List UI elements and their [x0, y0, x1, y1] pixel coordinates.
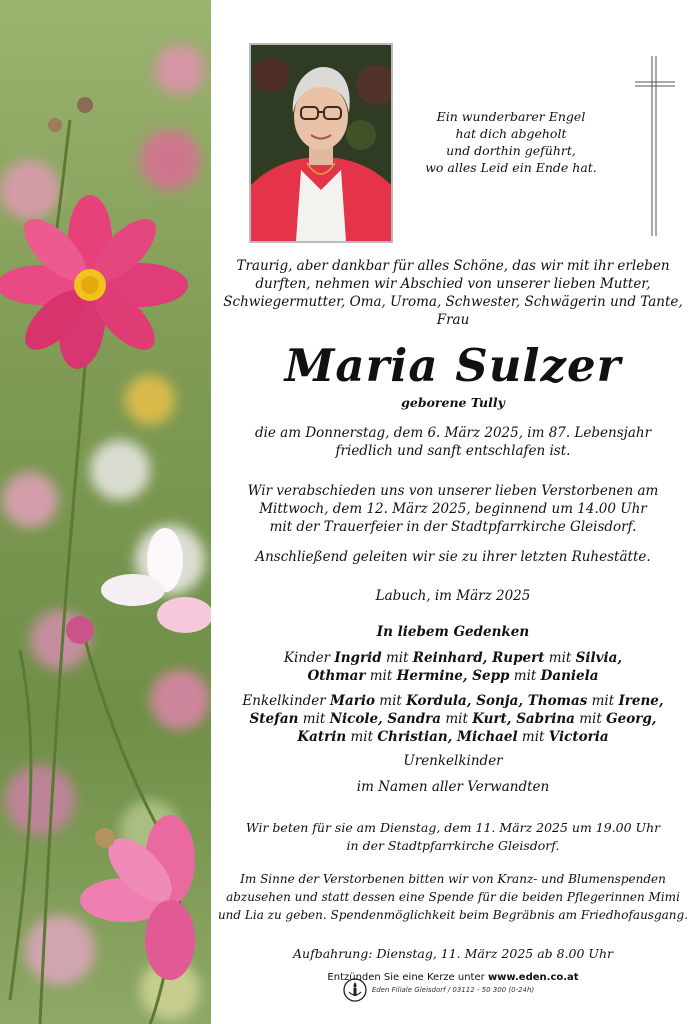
branch-text: Eden Filiale Gleisdorf / 03112 - 50 300	[371, 986, 507, 994]
donation-line: und Lia zu geben. Spendenmöglichkeit beim Begräbnis am Friedhofausgang.	[217, 908, 689, 922]
intro-text	[211, 257, 695, 329]
relatives-note: im Namen aller Verwandten	[356, 779, 550, 795]
donation-line: abzusehen und statt dessen eine Spende für die beiden Pflegerinnen Mimi	[226, 890, 680, 904]
connector-text: mit	[587, 693, 619, 709]
flower-meadow-image	[0, 0, 211, 1024]
donation-line: Im Sinne der Verstorbenen bitten wir von Kranz- und Blumenspenden	[240, 872, 666, 886]
family-line	[211, 667, 695, 685]
hours-text: (0-24h)	[508, 986, 535, 994]
family-line	[334, 650, 622, 666]
burial-notice: Anschließend geleiten wir sie zu ihrer letzten Ruhestätte.	[255, 549, 651, 565]
family-member-name: Daniela	[540, 668, 599, 684]
family-member-name: Kurt, Sabrina	[472, 711, 575, 727]
connector-text: mit	[374, 693, 407, 709]
family-member-name: Christian, Michael	[377, 729, 518, 745]
grandchildren-prefix: Enkelkinder	[242, 693, 326, 709]
connector-text: mit	[574, 711, 607, 727]
family-member-name: Irene,	[618, 693, 664, 709]
memorial-verse	[421, 108, 601, 176]
connector-text: mit	[544, 650, 576, 666]
farewell-line: Mittwoch, dem 12. März 2025, beginnend um 14.00 Uhr	[259, 501, 647, 517]
intro-line: Schwiegermutter, Oma, Uroma, Schwester, Schwägerin und Tante,	[223, 294, 683, 310]
intro-line: durften, nehmen wir Abschied von unserer lieben Mutter,	[255, 276, 651, 292]
connector-text: mit	[441, 711, 473, 727]
family-member-name: Stefan	[249, 711, 299, 727]
obituary-content	[211, 0, 695, 1024]
portrait-photo	[249, 43, 393, 243]
donation-notice	[211, 870, 695, 924]
farewell-line: Wir verabschieden uns von unserer lieben Verstorbenen am	[247, 483, 659, 499]
family-line	[330, 693, 664, 709]
branch-info	[211, 986, 695, 994]
verse-line: und dorthin geführt,	[446, 143, 576, 158]
death-notice	[211, 424, 695, 460]
great-grandchildren: Urenkelkinder	[403, 753, 503, 769]
family-member-name: Kordula, Sonja, Thomas	[406, 693, 588, 709]
connector-text: mit	[298, 711, 330, 727]
children-line	[211, 649, 695, 667]
prayer-line: in der Stadtpfarrkirche Gleisdorf.	[346, 838, 560, 853]
candle-link-line	[211, 972, 695, 983]
footer	[211, 972, 695, 994]
verse-line: Ein wunderbarer Engel	[436, 109, 586, 124]
family-member-name: Hermine, Sepp	[396, 668, 510, 684]
viewing-notice: Aufbahrung: Dienstag, 11. März 2025 ab 8.00 Uhr	[293, 946, 613, 961]
children-prefix: Kinder	[283, 650, 331, 666]
verse-line: hat dich abgeholt	[455, 126, 567, 141]
children-list	[211, 649, 695, 685]
family-member-name: Ingrid	[334, 650, 382, 666]
prayer-notice	[211, 819, 695, 855]
intro-line: Traurig, aber dankbar für alles Schöne, das wir mit ihr erleben	[236, 258, 670, 274]
grandchildren-list	[211, 692, 695, 746]
farewell-notice	[211, 482, 695, 536]
website-link[interactable]: www.eden.co.at	[487, 972, 579, 983]
maiden-name: geborene Tully	[401, 395, 505, 410]
grandchildren-line	[211, 692, 695, 710]
candle-text: Entzünden Sie eine Kerze unter	[327, 972, 488, 983]
family-member-name: Katrin	[297, 729, 347, 745]
place-date: Labuch, im März 2025	[375, 588, 531, 604]
family-member-name: Silvia,	[575, 650, 623, 666]
death-line: friedlich und sanft entschlafen ist.	[335, 443, 571, 459]
family-line	[211, 728, 695, 746]
memory-heading: In liebem Gedenken	[376, 624, 530, 640]
family-member-name: Nicole, Sandra	[329, 711, 442, 727]
family-member-name: Reinhard, Rupert	[412, 650, 545, 666]
intro-line: Frau	[436, 312, 470, 328]
verse-line: wo alles Leid ein Ende hat.	[425, 160, 597, 175]
deceased-name: Maria Sulzer	[284, 339, 622, 392]
family-member-name: Victoria	[548, 729, 609, 745]
connector-text: mit	[365, 668, 397, 684]
family-member-name: Georg,	[606, 711, 657, 727]
connector-text: mit	[509, 668, 541, 684]
connector-text: mit	[517, 729, 549, 745]
family-member-name: Mario	[330, 693, 375, 709]
cross-icon	[635, 56, 675, 236]
connector-text: mit	[346, 729, 378, 745]
family-member-name: Othmar	[307, 668, 366, 684]
family-line	[211, 710, 695, 728]
farewell-line: mit der Trauerfeier in der Stadtpfarrkirche Gleisdorf.	[269, 519, 637, 535]
death-line: die am Donnerstag, dem 6. März 2025, im 87. Lebensjahr	[254, 425, 652, 441]
connector-text: mit	[381, 650, 413, 666]
prayer-line: Wir beten für sie am Dienstag, dem 11. März 2025 um 19.00 Uhr	[245, 820, 661, 835]
